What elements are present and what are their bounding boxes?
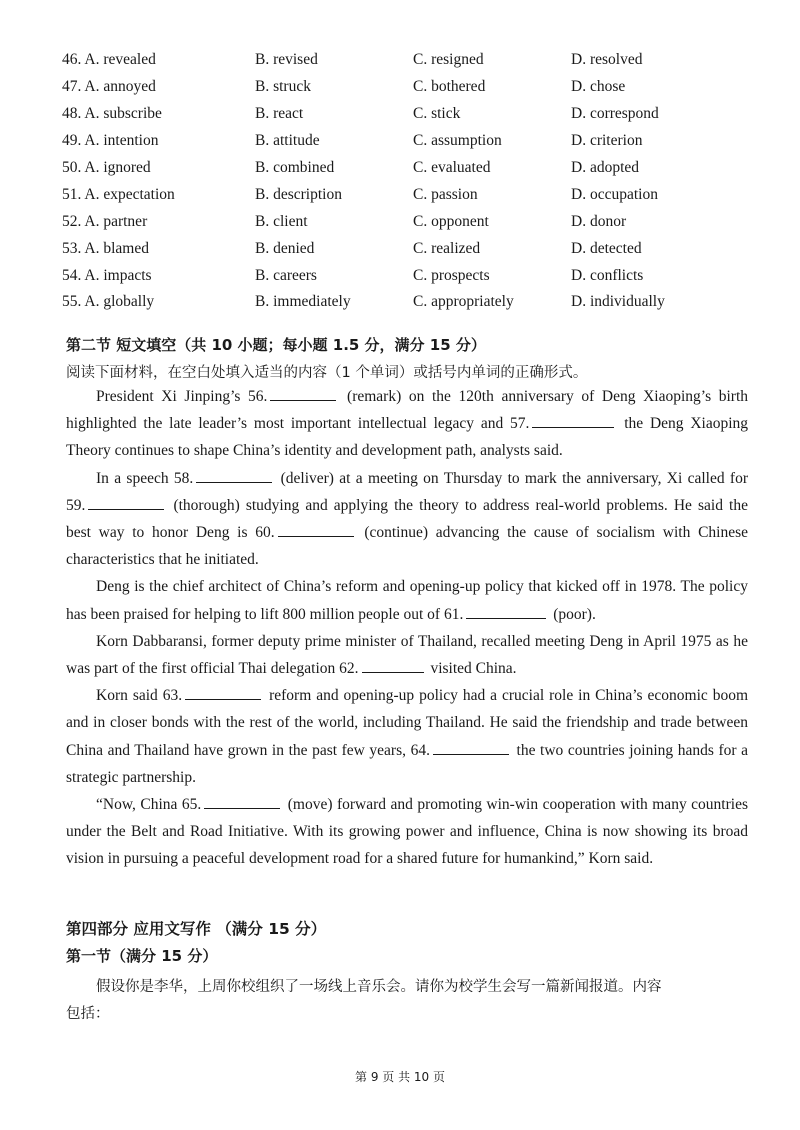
mc-option-d: D. individually xyxy=(571,293,665,311)
mc-question-row xyxy=(62,235,752,262)
mc-option-c: C. stick xyxy=(413,105,461,123)
mc-option-c: C. realized xyxy=(413,239,481,257)
passage-text: (remark) on the 120th anniversary of Deng Xiaoping’s birth highlighted the late leader’s most important intellectual legacy and 57. xyxy=(66,388,749,433)
mc-option-a: 48. A. subscribe xyxy=(62,105,162,123)
blank-63[interactable] xyxy=(185,684,261,700)
blank-57[interactable] xyxy=(532,412,614,428)
mc-option-b: B. revised xyxy=(255,51,318,69)
section2-instruction: 阅读下面材料，在空白处填入适当的内容（1 个单词）或括号内单词的正确形式。 xyxy=(66,365,588,381)
mc-option-d: D. adopted xyxy=(571,159,640,176)
part4-task-line1: 假设你是李华，上周你校组织了一场线上音乐会。请你为校学生会写一篇新闻报道。内容 xyxy=(96,979,662,995)
multiple-choice-options xyxy=(62,47,752,316)
mc-option-a: 54. A. impacts xyxy=(62,266,152,284)
mc-option-d: D. correspond xyxy=(571,105,659,123)
passage-text: “Now, China 65. xyxy=(96,796,202,814)
mc-option-c: C. prospects xyxy=(413,266,490,284)
passage-text: (move) forward and promoting win-win cooperation with many countries under the Belt and Road Initiative. With its growing power and influence, China is now showing its broad vision in pursuing a peaceful development road for a shared future for humankind,” Korn said. xyxy=(66,796,748,868)
mc-option-a: 47. A. annoyed xyxy=(62,78,156,96)
mc-option-b: B. client xyxy=(255,212,308,230)
passage-paragraph xyxy=(66,791,748,873)
mc-option-a: 50. A. ignored xyxy=(62,159,151,176)
mc-option-a: 52. A. partner xyxy=(62,212,148,230)
mc-option-b: B. struck xyxy=(255,78,311,96)
passage-text: In a speech 58. xyxy=(96,469,194,487)
mc-option-c: C. assumption xyxy=(413,132,502,150)
mc-option-c: C. bothered xyxy=(413,78,486,96)
mc-option-b: B. denied xyxy=(255,239,315,257)
part4-title: 第四部分 应用文写作 （满分 15 分） xyxy=(66,920,327,938)
mc-option-d: D. criterion xyxy=(571,132,643,150)
mc-question-row xyxy=(62,208,752,235)
mc-option-d: D. donor xyxy=(571,212,627,230)
mc-option-a: 53. A. blamed xyxy=(62,239,149,257)
mc-question-row xyxy=(62,181,752,208)
passage-text: the two countries joining hands for a strategic partnership. xyxy=(66,741,748,786)
passage-text: (poor). xyxy=(553,605,596,623)
mc-option-a: 49. A. intention xyxy=(62,132,159,150)
blank-58[interactable] xyxy=(196,467,272,483)
mc-question-row xyxy=(62,74,752,101)
mc-option-b: B. description xyxy=(255,185,342,203)
passage-text: visited China. xyxy=(430,660,517,678)
mc-option-b: B. attitude xyxy=(255,132,320,150)
mc-option-a: 46. A. revealed xyxy=(62,51,156,69)
mc-question-row xyxy=(62,128,752,155)
passage-paragraph xyxy=(66,573,748,627)
mc-option-c: C. appropriately xyxy=(413,293,514,311)
page-footer: 第 9 页 共 10 页 xyxy=(355,1070,445,1084)
passage-text: Deng is the chief architect of China’s reform and opening-up policy that kicked off in 1978. The policy has been praised for helping to lift 800 million people out of 61. xyxy=(66,578,748,623)
mc-option-d: D. occupation xyxy=(571,185,658,203)
mc-option-d: D. conflicts xyxy=(571,266,644,284)
blank-60[interactable] xyxy=(278,521,354,537)
mc-option-d: D. chose xyxy=(571,78,626,96)
passage-text: the Deng Xiaoping Theory continues to shape China’s identity and development path, analysts said. xyxy=(66,415,749,460)
passage-text: Korn said 63. xyxy=(96,687,183,705)
blank-62[interactable] xyxy=(362,657,424,673)
blank-64[interactable] xyxy=(433,739,509,755)
passage-text: Korn Dabbaransi, former deputy prime minister of Thailand, recalled meeting Deng in April 1975 as he was part of the first official Thai delegation 62. xyxy=(66,632,748,678)
mc-option-c: C. resigned xyxy=(413,51,484,69)
part4-task-line2: 包括： xyxy=(66,1006,110,1022)
cloze-passage xyxy=(66,383,748,873)
mc-question-row xyxy=(62,155,752,182)
mc-option-d: D. detected xyxy=(571,239,642,257)
passage-text: (thorough) studying and applying the theory to address real-world problems. He said the best way to honor Deng is 60. xyxy=(66,496,748,542)
blank-59[interactable] xyxy=(88,494,164,510)
mc-option-c: C. evaluated xyxy=(413,159,491,176)
passage-paragraph xyxy=(66,682,748,791)
passage-text: (deliver) at a meeting on Thursday to mark the anniversary, Xi called for 59. xyxy=(66,469,749,514)
mc-option-d: D. resolved xyxy=(571,51,643,69)
mc-option-c: C. passion xyxy=(413,185,478,203)
part4-subtitle: 第一节（满分 15 分） xyxy=(66,947,218,965)
mc-question-row xyxy=(62,101,752,128)
blank-65[interactable] xyxy=(204,793,280,809)
mc-option-b: B. careers xyxy=(255,266,317,284)
mc-option-c: C. opponent xyxy=(413,212,489,230)
passage-paragraph xyxy=(66,465,748,574)
mc-question-row xyxy=(62,47,752,74)
mc-question-row xyxy=(62,289,752,316)
passage-paragraph xyxy=(66,383,748,465)
mc-question-row xyxy=(62,262,752,289)
mc-option-a: 51. A. expectation xyxy=(62,185,175,203)
passage-text: (continue) advancing the cause of socialism with Chinese characteristics that he initiated. xyxy=(66,524,749,569)
section2-title: 第二节 短文填空（共 10 小题；每小题 1.5 分，满分 15 分） xyxy=(66,336,486,354)
mc-option-b: B. combined xyxy=(255,159,335,176)
mc-option-b: B. immediately xyxy=(255,293,351,311)
passage-text: reform and opening-up policy had a crucial role in China’s economic boom and in closer bonds with the rest of the world, including Thailand. He said the friendship and trade between China and Thailand have grown in the past few years, 64. xyxy=(66,687,749,759)
passage-text: President Xi Jinping’s 56. xyxy=(96,388,268,405)
mc-option-b: B. react xyxy=(255,105,304,123)
blank-56[interactable] xyxy=(270,385,336,401)
mc-option-a: 55. A. globally xyxy=(62,293,155,311)
passage-paragraph xyxy=(66,628,748,682)
blank-61[interactable] xyxy=(466,603,546,619)
